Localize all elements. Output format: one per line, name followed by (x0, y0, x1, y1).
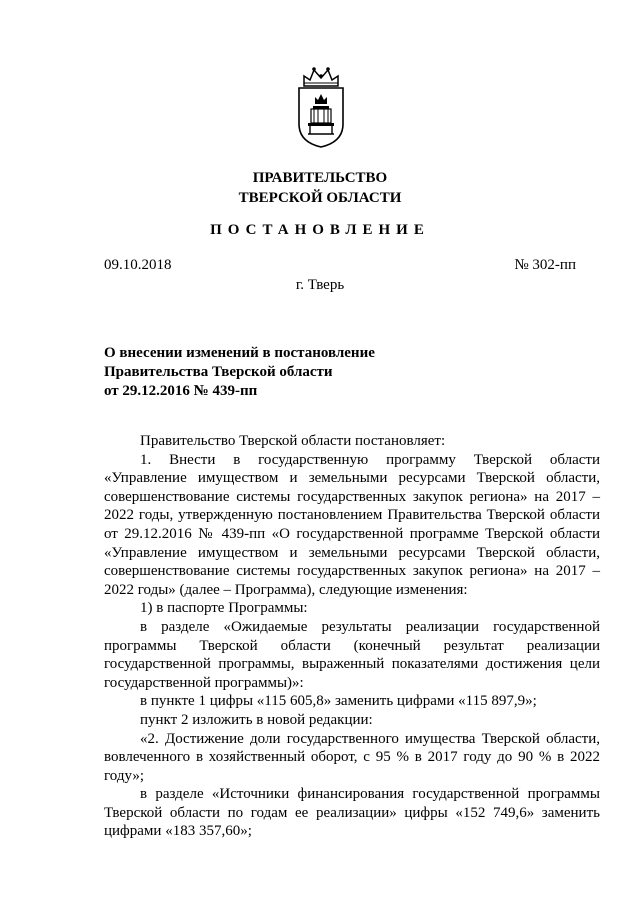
subject-line: от 29.12.2016 № 439-пп (104, 383, 258, 399)
body-paragraph: 1) в паспорте Программы: (140, 600, 308, 617)
document-body (104, 432, 600, 841)
subject-line: О внесении изменений в постановление (104, 345, 375, 361)
body-paragraph: в пункте 1 цифры «115 605,8» заменить цифрами «115 897,9»; (140, 693, 537, 710)
subject-line: Правительства Тверской области (104, 364, 333, 380)
document-type: ПОСТАНОВЛЕНИЕ (210, 222, 430, 238)
document-number: № 302-пп (514, 257, 576, 273)
document-city: г. Тверь (295, 277, 345, 293)
organization-region: ТВЕРСКОЙ ОБЛАСТИ (238, 190, 402, 206)
body-paragraph: 1. Внести в государственную программу Тверской области «Управление имуществом и земельными ресурсами Тверской области, совершенствование системы государственных закупок региона» на 2017 – 2022 годы, утвержденную постановлением Правительства Тверской области от 29.12.2016 № 439-пп «О государственной программе Тверской области «Управление имуществом и земельными ресурсами Тверской области, совершенствование системы государственных закупок региона» на 2017 – 2022 годы» (далее – Программа), следующие изменения: (104, 451, 600, 598)
body-paragraph: «2. Достижение доли государственного имущества Тверской области, вовлеченного в хозяйственный оборот, с 95 % в 2017 году до 90 % в 2022 году»; (104, 730, 600, 784)
organization-name: ПРАВИТЕЛЬСТВО (252, 170, 388, 186)
document-date: 09.10.2018 (104, 257, 172, 273)
document-subject (104, 344, 375, 401)
body-paragraph: в разделе «Источники финансирования государственной программы Тверской области по годам ее реализации» цифры «152 749,6» заменить цифрами «183 357,60»; (104, 786, 600, 840)
coat-of-arms-icon (296, 64, 346, 148)
body-paragraph: пункт 2 изложить в новой редакции: (140, 711, 373, 728)
body-paragraph: Правительство Тверской области постановляет: (140, 433, 446, 449)
body-paragraph: в разделе «Ожидаемые результаты реализации государственной программы Тверской области (конечный результат реализации государственной программы, выраженный показателями достижения цели государственной программы)»: (104, 618, 600, 691)
